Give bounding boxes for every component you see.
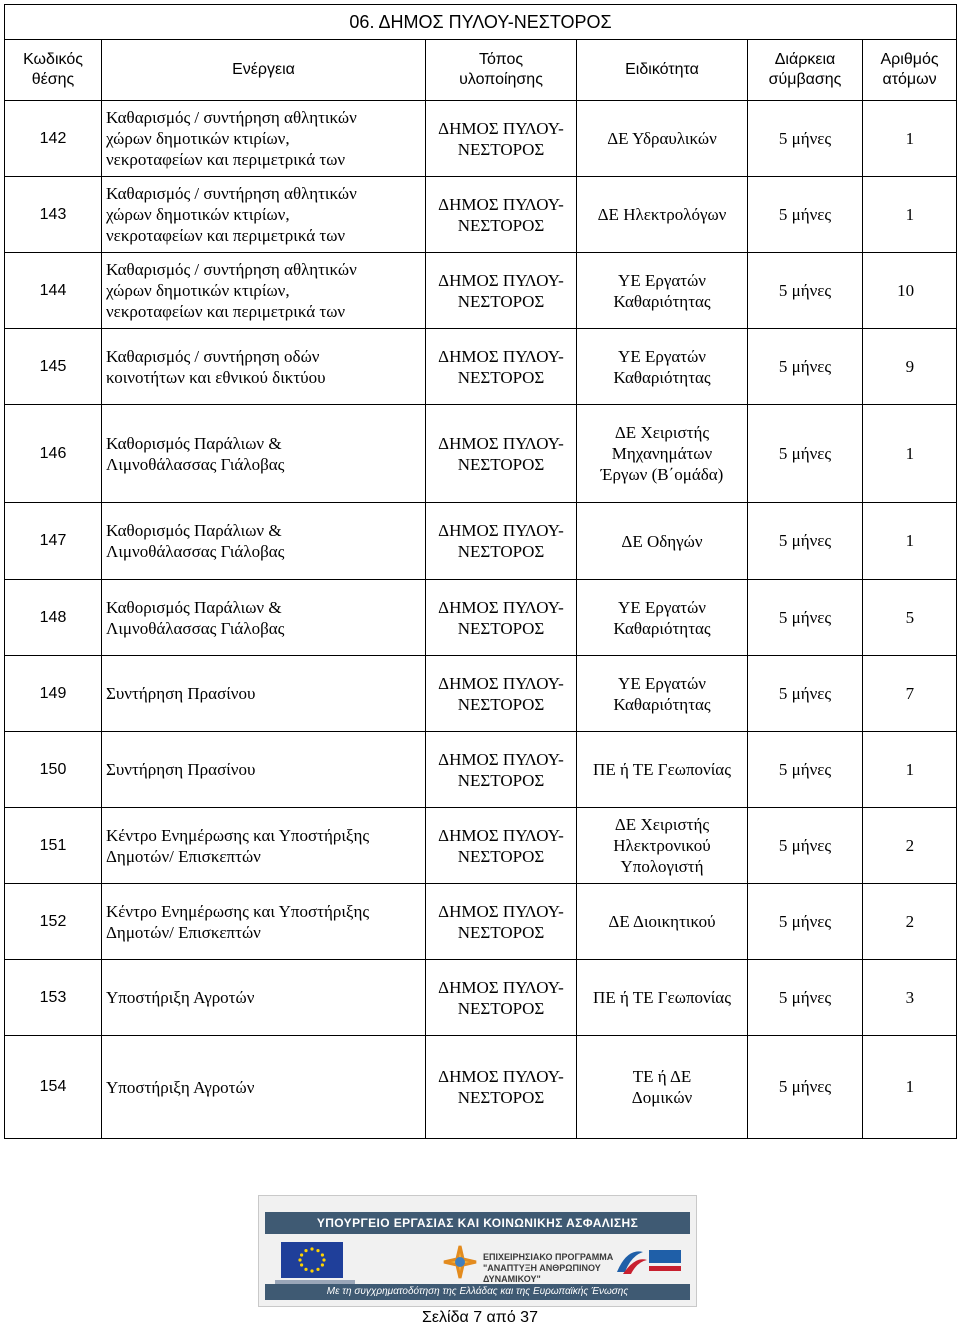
cell-activity: Καθορισμός Παράλιων & Λιμνοθάλασσας Γιάλοβας bbox=[102, 405, 426, 503]
programme-label: ΕΠΙΧΕΙΡΗΣΙΑΚΟ ΠΡΟΓΡΑΜΜΑ "ΑΝΑΠΤΥΞΗ ΑΝΘΡΩΠΙΝΟΥ ΔΥΝΑΜΙΚΟΥ" bbox=[483, 1252, 614, 1284]
cell-place: ΔΗΜΟΣ ΠΥΛΟΥ- ΝΕΣΤΟΡΟΣ bbox=[426, 656, 577, 732]
cell-code: 149 bbox=[5, 656, 102, 732]
cell-specialty: ΔΕ Διοικητικού bbox=[577, 884, 748, 960]
cell-duration: 5 μήνες bbox=[748, 503, 863, 580]
cell-specialty: ΔΕ Χειριστής Μηχανημάτων Έργων (Β΄ομάδα) bbox=[577, 405, 748, 503]
cell-activity: Καθαρισμός / συντήρηση οδών κοινοτήτων και εθνικού δικτύου bbox=[102, 329, 426, 405]
cell-code: 148 bbox=[5, 580, 102, 656]
eu-flag-logo bbox=[281, 1242, 343, 1278]
cofinancing-banner bbox=[258, 1195, 697, 1307]
cell-code: 146 bbox=[5, 405, 102, 503]
programme-star-icon bbox=[440, 1244, 480, 1280]
positions-table bbox=[4, 4, 957, 1139]
cell-activity: Κέντρο Ενημέρωσης και Υποστήριξης Δημοτών/ Επισκεπτών bbox=[102, 808, 426, 884]
cell-code: 153 bbox=[5, 960, 102, 1036]
table-row bbox=[5, 503, 957, 580]
cell-count: 10 bbox=[863, 253, 957, 329]
cell-code: 143 bbox=[5, 177, 102, 253]
cell-duration: 5 μήνες bbox=[748, 253, 863, 329]
cell-count: 9 bbox=[863, 329, 957, 405]
cell-duration: 5 μήνες bbox=[748, 177, 863, 253]
cell-activity: Καθαρισμός / συντήρηση αθλητικών χώρων δημοτικών κτιρίων, νεκροταφείων και περιμετρικά των bbox=[102, 177, 426, 253]
cell-place: ΔΗΜΟΣ ΠΥΛΟΥ- ΝΕΣΤΟΡΟΣ bbox=[426, 884, 577, 960]
eu-stars-icon bbox=[281, 1242, 343, 1278]
cell-specialty: ΔΕ Υδραυλικών bbox=[577, 101, 748, 177]
header-specialty: Ειδικότητα bbox=[577, 40, 748, 101]
ministry-bar: ΥΠΟΥΡΓΕΙΟ ΕΡΓΑΣΙΑΣ ΚΑΙ ΚΟΙΝΩΝΙΚΗΣ ΑΣΦΑΛΙΣΗΣ bbox=[265, 1212, 690, 1234]
cell-activity: Κέντρο Ενημέρωσης και Υποστήριξης Δημοτών/ Επισκεπτών bbox=[102, 884, 426, 960]
cell-place: ΔΗΜΟΣ ΠΥΛΟΥ- ΝΕΣΤΟΡΟΣ bbox=[426, 808, 577, 884]
cell-count: 2 bbox=[863, 808, 957, 884]
cell-specialty: ΔΕ Ηλεκτρολόγων bbox=[577, 177, 748, 253]
cell-count: 1 bbox=[863, 503, 957, 580]
table-body bbox=[5, 101, 957, 1139]
table-row bbox=[5, 329, 957, 405]
header-code: Κωδικός θέσης bbox=[5, 40, 102, 101]
cell-specialty: ΔΕ Χειριστής Ηλεκτρονικού Υπολογιστή bbox=[577, 808, 748, 884]
cell-activity: Καθαρισμός / συντήρηση αθλητικών χώρων δημοτικών κτιρίων, νεκροταφείων και περιμετρικά των bbox=[102, 253, 426, 329]
programme-star-logo bbox=[440, 1244, 480, 1280]
cell-activity: Υποστήριξη Αγροτών bbox=[102, 960, 426, 1036]
cell-count: 1 bbox=[863, 101, 957, 177]
cell-code: 152 bbox=[5, 884, 102, 960]
cell-activity: Καθαρισμός / συντήρηση αθλητικών χώρων δημοτικών κτιρίων, νεκροταφείων και περιμετρικά των bbox=[102, 101, 426, 177]
cell-place: ΔΗΜΟΣ ΠΥΛΟΥ- ΝΕΣΤΟΡΟΣ bbox=[426, 101, 577, 177]
cell-duration: 5 μήνες bbox=[748, 960, 863, 1036]
cell-code: 150 bbox=[5, 732, 102, 808]
header-activity: Ενέργεια bbox=[102, 40, 426, 101]
cell-code: 154 bbox=[5, 1036, 102, 1139]
header-count: Αριθμός ατόμων bbox=[863, 40, 957, 101]
header-duration: Διάρκεια σύμβασης bbox=[748, 40, 863, 101]
cell-specialty: ΥΕ Εργατών Καθαριότητας bbox=[577, 253, 748, 329]
cell-activity: Υποστήριξη Αγροτών bbox=[102, 1036, 426, 1139]
cell-duration: 5 μήνες bbox=[748, 808, 863, 884]
cell-place: ΔΗΜΟΣ ΠΥΛΟΥ- ΝΕΣΤΟΡΟΣ bbox=[426, 177, 577, 253]
cell-code: 151 bbox=[5, 808, 102, 884]
espa-logo bbox=[613, 1242, 683, 1280]
cell-duration: 5 μήνες bbox=[748, 329, 863, 405]
table-row bbox=[5, 884, 957, 960]
cell-place: ΔΗΜΟΣ ΠΥΛΟΥ- ΝΕΣΤΟΡΟΣ bbox=[426, 1036, 577, 1139]
cell-count: 2 bbox=[863, 884, 957, 960]
cell-specialty: ΠΕ ή ΤΕ Γεωπονίας bbox=[577, 732, 748, 808]
table-row bbox=[5, 732, 957, 808]
cell-specialty: ΠΕ ή ΤΕ Γεωπονίας bbox=[577, 960, 748, 1036]
espa-icon bbox=[613, 1242, 683, 1280]
cell-duration: 5 μήνες bbox=[748, 656, 863, 732]
cell-count: 3 bbox=[863, 960, 957, 1036]
table-row bbox=[5, 808, 957, 884]
cell-place: ΔΗΜΟΣ ΠΥΛΟΥ- ΝΕΣΤΟΡΟΣ bbox=[426, 503, 577, 580]
table-row bbox=[5, 656, 957, 732]
cell-activity: Καθορισμός Παράλιων & Λιμνοθάλασσας Γιάλοβας bbox=[102, 503, 426, 580]
cell-place: ΔΗΜΟΣ ΠΥΛΟΥ- ΝΕΣΤΟΡΟΣ bbox=[426, 732, 577, 808]
table-title: 06. ΔΗΜΟΣ ΠΥΛΟΥ-ΝΕΣΤΟΡΟΣ bbox=[5, 5, 957, 40]
table-row bbox=[5, 101, 957, 177]
cell-code: 147 bbox=[5, 503, 102, 580]
cell-activity: Συντήρηση Πρασίνου bbox=[102, 732, 426, 808]
cell-duration: 5 μήνες bbox=[748, 580, 863, 656]
cell-specialty: ΤΕ ή ΔΕ Δομικών bbox=[577, 1036, 748, 1139]
cell-duration: 5 μήνες bbox=[748, 884, 863, 960]
table-row bbox=[5, 1036, 957, 1139]
cell-place: ΔΗΜΟΣ ΠΥΛΟΥ- ΝΕΣΤΟΡΟΣ bbox=[426, 580, 577, 656]
cell-code: 144 bbox=[5, 253, 102, 329]
cell-activity: Συντήρηση Πρασίνου bbox=[102, 656, 426, 732]
cell-specialty: ΥΕ Εργατών Καθαριότητας bbox=[577, 329, 748, 405]
cell-count: 1 bbox=[863, 177, 957, 253]
cell-count: 1 bbox=[863, 405, 957, 503]
cell-count: 1 bbox=[863, 1036, 957, 1139]
page-number: Σελίδα 7 από 37 bbox=[422, 1309, 538, 1326]
cell-specialty: ΥΕ Εργατών Καθαριότητας bbox=[577, 656, 748, 732]
cell-duration: 5 μήνες bbox=[748, 101, 863, 177]
cell-place: ΔΗΜΟΣ ΠΥΛΟΥ- ΝΕΣΤΟΡΟΣ bbox=[426, 960, 577, 1036]
header-place: Τόπος υλοποίησης bbox=[426, 40, 577, 101]
cell-count: 7 bbox=[863, 656, 957, 732]
cell-specialty: ΥΕ Εργατών Καθαριότητας bbox=[577, 580, 748, 656]
cell-place: ΔΗΜΟΣ ΠΥΛΟΥ- ΝΕΣΤΟΡΟΣ bbox=[426, 253, 577, 329]
cell-specialty: ΔΕ Οδηγών bbox=[577, 503, 748, 580]
table-row bbox=[5, 960, 957, 1036]
cell-duration: 5 μήνες bbox=[748, 405, 863, 503]
cell-code: 145 bbox=[5, 329, 102, 405]
table-row bbox=[5, 405, 957, 503]
cofinancing-bar: Με τη συγχρηματοδότηση της Ελλάδας και της Ευρωπαϊκής Ένωσης bbox=[265, 1284, 690, 1300]
cell-place: ΔΗΜΟΣ ΠΥΛΟΥ- ΝΕΣΤΟΡΟΣ bbox=[426, 329, 577, 405]
table-row bbox=[5, 580, 957, 656]
cell-count: 5 bbox=[863, 580, 957, 656]
cell-code: 142 bbox=[5, 101, 102, 177]
cell-duration: 5 μήνες bbox=[748, 1036, 863, 1139]
cell-activity: Καθορισμός Παράλιων & Λιμνοθάλασσας Γιάλοβας bbox=[102, 580, 426, 656]
table-row bbox=[5, 177, 957, 253]
cell-place: ΔΗΜΟΣ ΠΥΛΟΥ- ΝΕΣΤΟΡΟΣ bbox=[426, 405, 577, 503]
cell-duration: 5 μήνες bbox=[748, 732, 863, 808]
table-row bbox=[5, 253, 957, 329]
cell-count: 1 bbox=[863, 732, 957, 808]
